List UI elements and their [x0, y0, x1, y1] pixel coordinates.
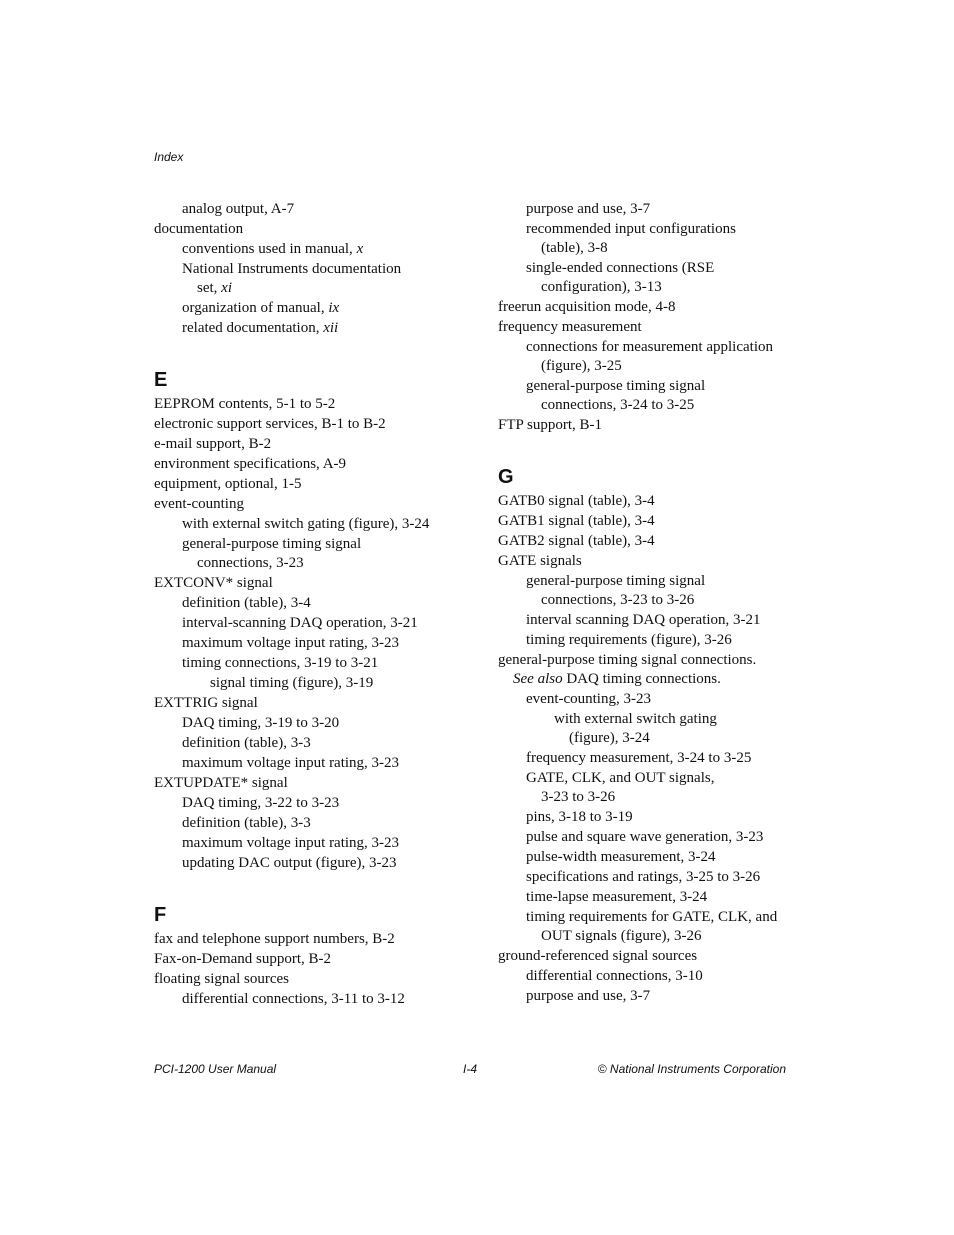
index-entry [154, 614, 454, 633]
index-entry-text: interval-scanning DAQ operation, 3-21 [182, 615, 418, 631]
index-entry-continuation [526, 357, 798, 376]
index-entry [498, 967, 798, 986]
index-entry-text: timing connections, 3-19 to 3-21 [182, 655, 379, 671]
index-entry-text: floating signal sources [154, 971, 289, 987]
index-entry-text: equipment, optional, 1-5 [154, 476, 302, 492]
index-entry-text: pulse-width measurement, 3-24 [526, 849, 716, 865]
index-entry-text: documentation [154, 221, 244, 237]
index-entry-text: frequency measurement [498, 319, 642, 335]
index-entry [154, 634, 454, 653]
index-entry-text: Fax-on-Demand support, B-2 [154, 951, 332, 967]
index-entry [154, 674, 454, 693]
index-entry-text: definition (table), 3-3 [182, 815, 311, 831]
section-heading-f: F [154, 904, 167, 926]
index-entry [498, 220, 798, 258]
index-entry [154, 594, 454, 613]
footer-manual-title: PCI-1200 User Manual [154, 1062, 277, 1076]
footer-page-number: I-4 [463, 1062, 478, 1076]
index-entry [154, 734, 454, 753]
index-entry-text: general-purpose timing signal [182, 536, 362, 552]
index-entry [154, 319, 454, 338]
index-entry-text: EXTUPDATE* signal [154, 775, 288, 791]
index-entry-page: x [356, 241, 364, 257]
index-entry-text: purpose and use, 3-7 [526, 988, 651, 1004]
index-entry [498, 868, 798, 887]
index-entry [498, 318, 798, 337]
index-entry-text: interval scanning DAQ operation, 3-21 [526, 612, 761, 628]
continuation-text: (figure), 3-24 [569, 730, 650, 746]
index-entry [154, 814, 454, 833]
index-entry [154, 834, 454, 853]
continuation-text: (table), 3-8 [541, 240, 608, 256]
index-entry-text: general-purpose timing signal connections. [498, 652, 757, 668]
index-entry [154, 854, 454, 873]
index-entry [498, 888, 798, 907]
entry-group [498, 492, 798, 1006]
continuation-text: configuration), 3-13 [541, 279, 662, 295]
entry-group [154, 395, 454, 873]
see-also-line [498, 670, 798, 689]
index-entry-text: pins, 3-18 to 3-19 [526, 809, 633, 825]
index-entry-text: e-mail support, B-2 [154, 436, 272, 452]
index-entry-text: timing requirements (figure), 3-26 [526, 632, 732, 648]
index-entry-text: differential connections, 3-11 to 3-12 [182, 991, 405, 1007]
index-entry-text: maximum voltage input rating, 3-23 [182, 755, 400, 771]
index-entry-page: ix [328, 300, 340, 316]
continuation-text: set, [197, 280, 222, 296]
index-entry-text: definition (table), 3-3 [182, 735, 311, 751]
footer-copyright: © National Instruments Corporation [597, 1062, 786, 1076]
index-entry [154, 495, 454, 514]
index-entry-text: freerun acquisition mode, 4-8 [498, 299, 676, 315]
index-entry [498, 987, 798, 1006]
index-entry [154, 970, 454, 989]
index-entry-text: definition (table), 3-4 [182, 595, 311, 611]
index-entry [498, 908, 798, 946]
entry-group [154, 200, 454, 338]
index-entry [154, 930, 454, 949]
index-entry-text: general-purpose timing signal [526, 573, 706, 589]
index-entry-text: updating DAC output (figure), 3-23 [182, 855, 397, 871]
continuation-text: connections, 3-23 [197, 555, 304, 571]
index-entry-text: ground-referenced signal sources [498, 948, 698, 964]
continuation-page: xi [221, 280, 232, 296]
index-entry-text: conventions used in manual, [182, 241, 357, 257]
index-entry-text: National Instruments documentation [182, 261, 402, 277]
continuation-text: (figure), 3-25 [541, 358, 622, 374]
index-entry [154, 535, 454, 573]
index-entry [154, 574, 454, 593]
index-entry-text: related documentation, [182, 320, 324, 336]
index-entry [498, 651, 798, 689]
index-entry-continuation [526, 278, 798, 297]
index-entry [154, 950, 454, 969]
index-entry [154, 435, 454, 454]
entry-group [498, 200, 798, 435]
running-head: Index [154, 150, 184, 164]
index-entry-continuation [182, 279, 454, 298]
index-entry [498, 200, 798, 219]
index-entry-text: with external switch gating [554, 711, 717, 727]
continuation-text: connections, 3-23 to 3-26 [541, 592, 695, 608]
index-entry-text: time-lapse measurement, 3-24 [526, 889, 708, 905]
index-entry [154, 754, 454, 773]
index-entry [498, 749, 798, 768]
index-entry-text: EEPROM contents, 5-1 to 5-2 [154, 396, 336, 412]
index-entry-text: purpose and use, 3-7 [526, 201, 651, 217]
index-entry [498, 808, 798, 827]
index-entry [498, 377, 798, 415]
index-entry-text: frequency measurement, 3-24 to 3-25 [526, 750, 752, 766]
continuation-text: OUT signals (figure), 3-26 [541, 928, 702, 944]
index-entry [498, 769, 798, 807]
index-entry [498, 552, 798, 571]
index-entry [154, 515, 454, 534]
index-entry-text: analog output, A-7 [182, 201, 295, 217]
section-heading-g: G [498, 466, 514, 488]
index-entry [498, 947, 798, 966]
index-entry [154, 415, 454, 434]
index-entry [498, 710, 798, 748]
index-entry-text: GATB2 signal (table), 3-4 [498, 533, 655, 549]
index-entry [154, 694, 454, 713]
index-entry-text: GATB0 signal (table), 3-4 [498, 493, 655, 509]
index-entry [154, 240, 454, 259]
index-entry-text: specifications and ratings, 3-25 to 3-26 [526, 869, 761, 885]
index-entry-text: organization of manual, [182, 300, 329, 316]
index-entry-text: event-counting, 3-23 [526, 691, 651, 707]
index-entry-continuation [182, 554, 454, 573]
index-entry-text: DAQ timing, 3-22 to 3-23 [182, 795, 340, 811]
index-entry [498, 338, 798, 376]
index-entry [498, 690, 798, 709]
index-entry [498, 828, 798, 847]
index-entry [498, 259, 798, 297]
continuation-text: 3-23 to 3-26 [541, 789, 616, 805]
index-entry [154, 714, 454, 733]
index-entry-text: connections for measurement application [526, 339, 773, 355]
index-entry [498, 532, 798, 551]
index-entry-text: fax and telephone support numbers, B-2 [154, 931, 395, 947]
index-entry-text: with external switch gating (figure), 3-24 [182, 516, 430, 532]
index-entry [154, 455, 454, 474]
index-entry-text: recommended input configurations [526, 221, 736, 237]
index-entry [154, 794, 454, 813]
index-entry-text: maximum voltage input rating, 3-23 [182, 635, 400, 651]
index-entry-continuation [526, 591, 798, 610]
index-entry [498, 572, 798, 610]
index-entry [498, 631, 798, 650]
index-entry-text: EXTTRIG signal [154, 695, 258, 711]
index-entry-text: general-purpose timing signal [526, 378, 706, 394]
index-entry-continuation [526, 396, 798, 415]
index-entry-continuation [526, 239, 798, 258]
index-entry-text: signal timing (figure), 3-19 [210, 675, 374, 691]
index-entry [154, 260, 454, 298]
index-entry [154, 395, 454, 414]
index-entry [154, 475, 454, 494]
see-also-text: DAQ timing connections. [562, 671, 721, 687]
index-entry [154, 299, 454, 318]
index-entry [498, 848, 798, 867]
index-entry-text: DAQ timing, 3-19 to 3-20 [182, 715, 340, 731]
index-entry-text: environment specifications, A-9 [154, 456, 347, 472]
index-entry-text: maximum voltage input rating, 3-23 [182, 835, 400, 851]
index-column-right [498, 200, 798, 1007]
index-entry-text: event-counting [154, 496, 244, 512]
index-entry [154, 990, 454, 1009]
index-entry [154, 200, 454, 219]
index-entry-continuation [526, 788, 798, 807]
index-entry [498, 298, 798, 317]
index-entry-text: GATE, CLK, and OUT signals, [526, 770, 715, 786]
see-also-label: See also [513, 671, 563, 687]
index-entry [154, 654, 454, 673]
index-entry-text: EXTCONV* signal [154, 575, 273, 591]
index-entry-text: FTP support, B-1 [498, 417, 603, 433]
index-entry-text: timing requirements for GATE, CLK, and [526, 909, 778, 925]
continuation-text: connections, 3-24 to 3-25 [541, 397, 695, 413]
index-entry [498, 512, 798, 531]
index-entry [498, 416, 798, 435]
index-entry-text: pulse and square wave generation, 3-23 [526, 829, 764, 845]
index-entry-continuation [554, 729, 798, 748]
index-column-left [154, 200, 454, 1010]
index-entry-text: single-ended connections (RSE [526, 260, 715, 276]
index-entry-text: differential connections, 3-10 [526, 968, 703, 984]
index-entry-text: GATE signals [498, 553, 582, 569]
index-entry [154, 220, 454, 239]
section-heading-e: E [154, 369, 168, 391]
index-entry-text: electronic support services, B-1 to B-2 [154, 416, 386, 432]
entry-group [154, 930, 454, 1009]
index-entry-continuation [526, 927, 798, 946]
index-entry-page: xii [323, 320, 339, 336]
index-entry-text: GATB1 signal (table), 3-4 [498, 513, 655, 529]
index-entry [154, 774, 454, 793]
index-entry [498, 611, 798, 630]
index-entry [498, 492, 798, 511]
